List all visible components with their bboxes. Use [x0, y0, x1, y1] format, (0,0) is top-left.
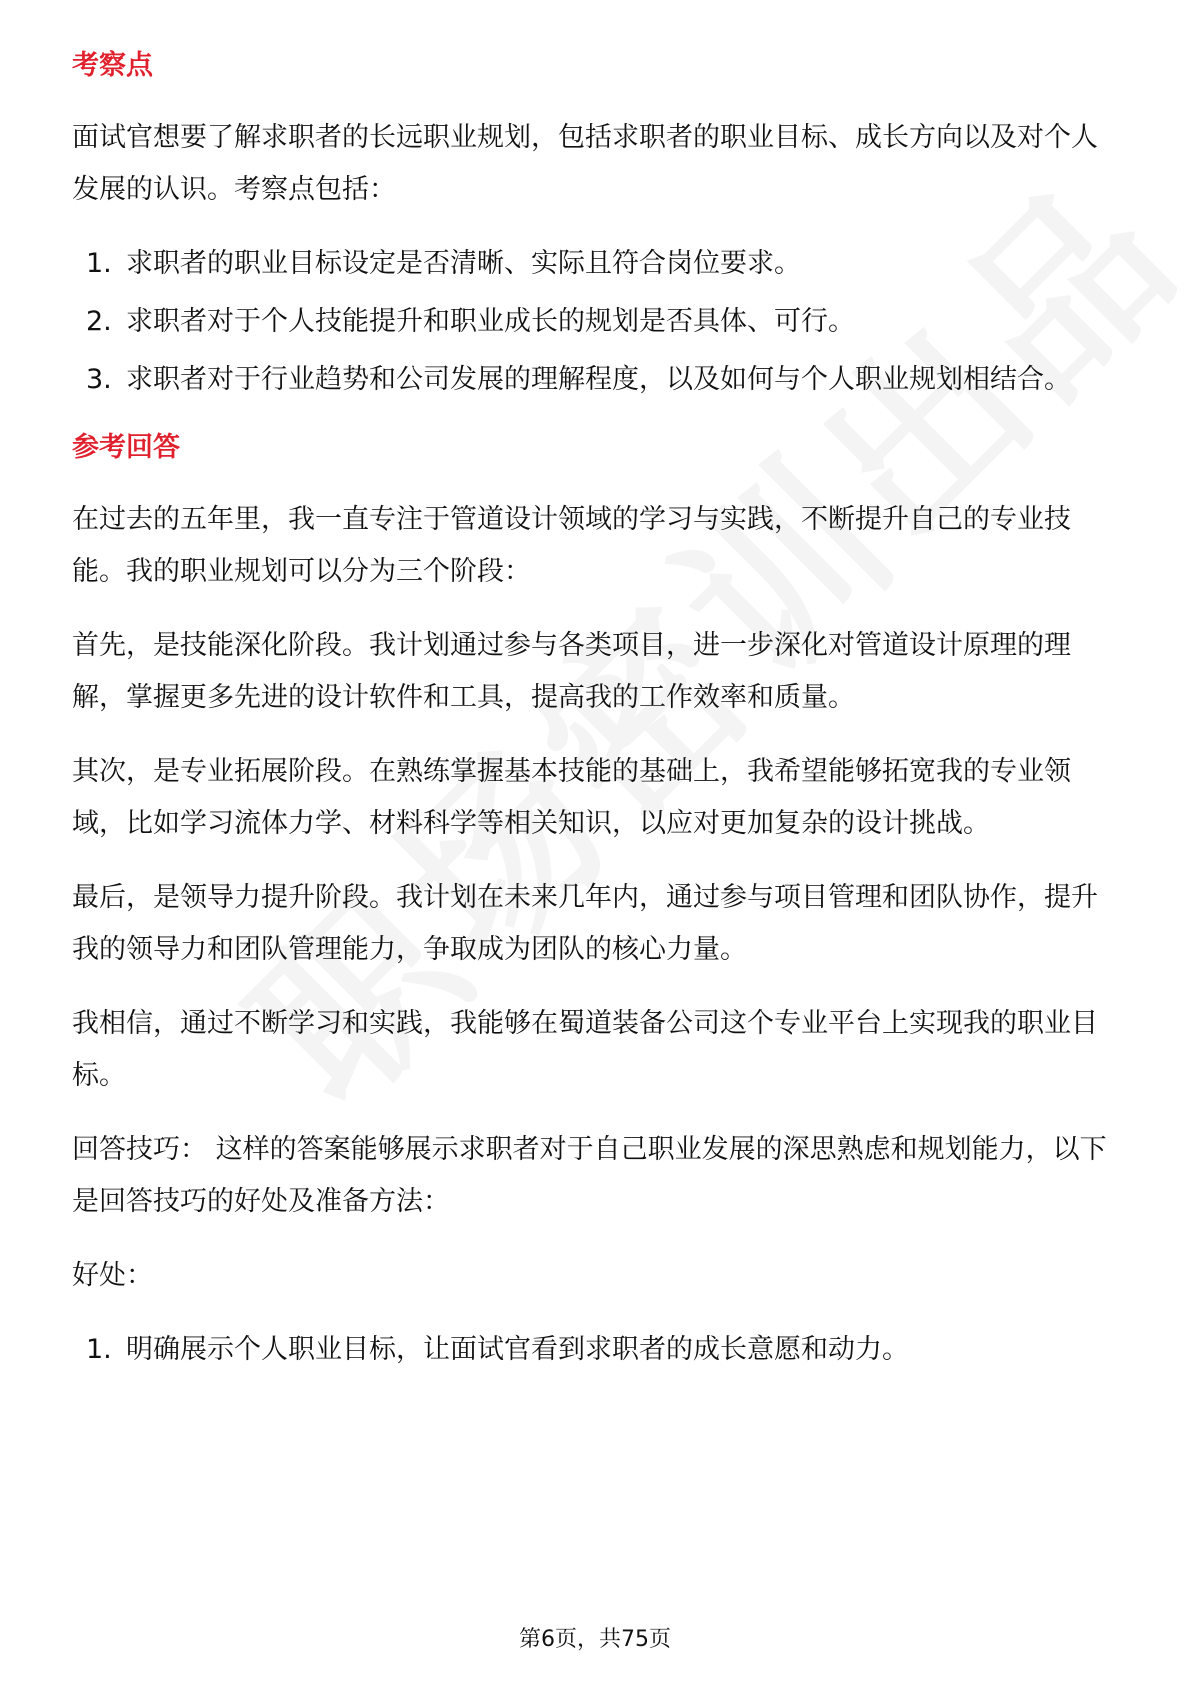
- section-heading-criteria: 考察点: [72, 50, 153, 81]
- benefits-label: 好处：: [72, 1260, 153, 1291]
- list-item: [72, 1324, 1122, 1376]
- list-number: 2.: [86, 306, 112, 337]
- answer-paragraph: 最后，是领导力提升阶段。我计划在未来几年内，通过参与项目管理和团队协作，提升我的领导力和团队管理能力，争取成为团队的核心力量。: [72, 882, 1098, 965]
- list-item-text: 明确展示个人职业目标，让面试官看到求职者的成长意愿和动力。: [126, 1334, 909, 1365]
- tips-paragraph: 回答技巧： 这样的答案能够展示求职者对于自己职业发展的深思熟虑和规划能力，以下是回答技巧的好处及准备方法：: [72, 1134, 1107, 1217]
- page-content: [72, 46, 1122, 1398]
- criteria-list: [72, 238, 1122, 406]
- list-item-text: 求职者的职业目标设定是否清晰、实际且符合岗位要求。: [126, 248, 801, 279]
- list-number: 3.: [86, 364, 112, 395]
- list-item: [72, 296, 1122, 348]
- list-item: [72, 354, 1122, 406]
- answer-paragraph: 在过去的五年里，我一直专注于管道设计领域的学习与实践，不断提升自己的专业技能。我的职业规划可以分为三个阶段：: [72, 504, 1071, 587]
- benefits-list: [72, 1324, 1122, 1376]
- list-number: 1.: [86, 248, 112, 279]
- answer-paragraph: 我相信，通过不断学习和实践，我能够在蜀道装备公司这个专业平台上实现我的职业目标。: [72, 1008, 1098, 1091]
- answer-paragraph: 其次，是专业拓展阶段。在熟练掌握基本技能的基础上，我希望能够拓宽我的专业领域，比如学习流体力学、材料科学等相关知识，以应对更加复杂的设计挑战。: [72, 756, 1071, 839]
- list-item: [72, 238, 1122, 290]
- list-number: 1.: [86, 1334, 112, 1365]
- answer-paragraph: 首先，是技能深化阶段。我计划通过参与各类项目，进一步深化对管道设计原理的理解，掌握更多先进的设计软件和工具，提高我的工作效率和质量。: [72, 630, 1071, 713]
- criteria-intro: 面试官想要了解求职者的长远职业规划，包括求职者的职业目标、成长方向以及对个人发展的认识。考察点包括：: [72, 122, 1098, 205]
- list-item-text: 求职者对于个人技能提升和职业成长的规划是否具体、可行。: [126, 306, 855, 337]
- page-number: 第6页，共75页: [519, 1627, 671, 1652]
- section-heading-answer: 参考回答: [72, 432, 180, 463]
- list-item-text: 求职者对于行业趋势和公司发展的理解程度，以及如何与个人职业规划相结合。: [126, 364, 1071, 395]
